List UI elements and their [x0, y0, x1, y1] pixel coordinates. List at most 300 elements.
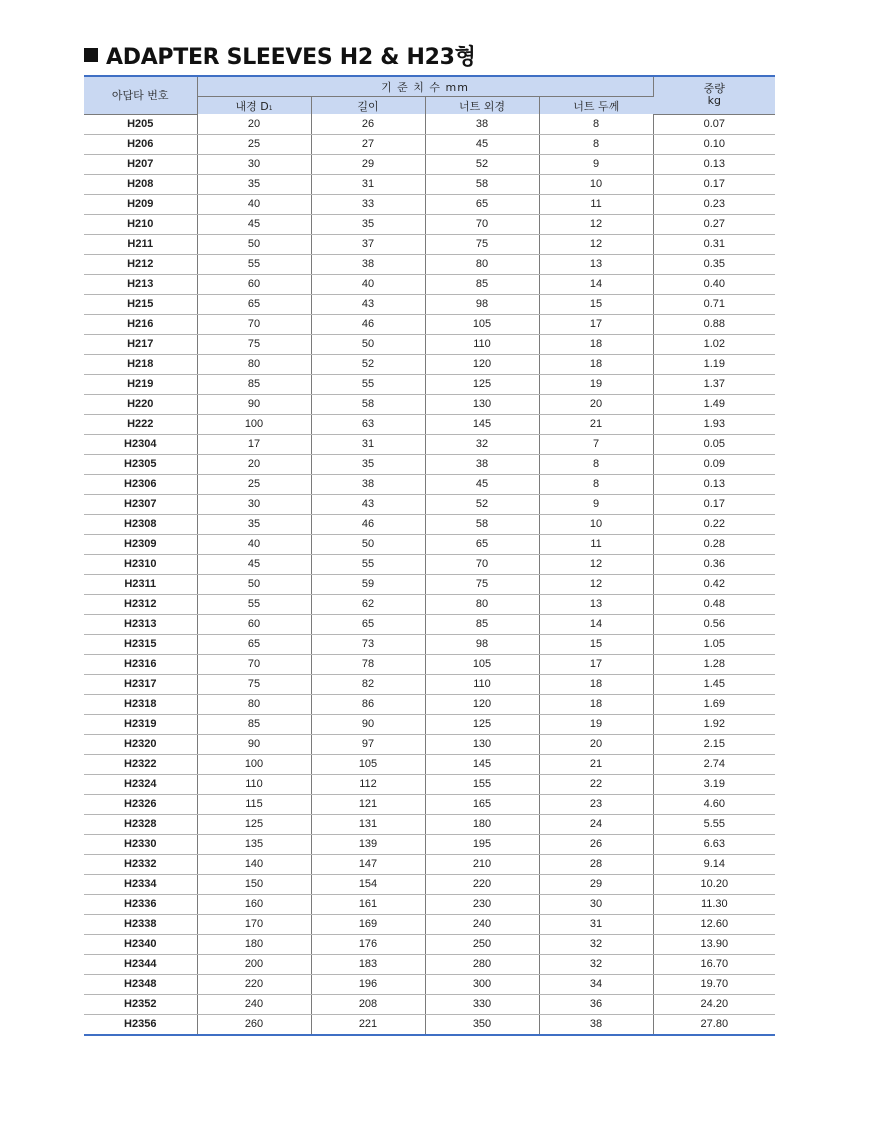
weight-cell: 1.37 [653, 374, 775, 394]
adapter-number-cell: H2306 [84, 474, 197, 494]
inner-diameter-cell: 65 [197, 634, 311, 654]
weight-cell: 16.70 [653, 954, 775, 974]
table-row [84, 494, 775, 514]
nut-outer-diameter-cell: 165 [425, 794, 539, 814]
nut-thickness-cell: 14 [539, 274, 653, 294]
adapter-number-cell: H2326 [84, 794, 197, 814]
adapter-number-cell: H2344 [84, 954, 197, 974]
weight-cell: 0.23 [653, 194, 775, 214]
length-cell: 131 [311, 814, 425, 834]
nut-thickness-cell: 18 [539, 694, 653, 714]
nut-thickness-cell: 8 [539, 474, 653, 494]
nut-outer-diameter-cell: 110 [425, 674, 539, 694]
header-inner-diameter-label: 내경 D [235, 99, 269, 113]
inner-diameter-cell: 170 [197, 914, 311, 934]
nut-outer-diameter-cell: 210 [425, 854, 539, 874]
nut-outer-diameter-cell: 85 [425, 614, 539, 634]
nut-thickness-cell: 21 [539, 414, 653, 434]
nut-thickness-cell: 19 [539, 714, 653, 734]
nut-outer-diameter-cell: 130 [425, 734, 539, 754]
adapter-number-cell: H2320 [84, 734, 197, 754]
weight-cell: 1.93 [653, 414, 775, 434]
inner-diameter-cell: 25 [197, 474, 311, 494]
weight-cell: 1.92 [653, 714, 775, 734]
length-cell: 78 [311, 654, 425, 674]
adapter-number-cell: H210 [84, 214, 197, 234]
nut-thickness-cell: 31 [539, 914, 653, 934]
adapter-number-cell: H2307 [84, 494, 197, 514]
inner-diameter-cell: 85 [197, 714, 311, 734]
nut-outer-diameter-cell: 230 [425, 894, 539, 914]
page-title-text: ADAPTER SLEEVES H2 & H23형 [106, 44, 476, 70]
nut-outer-diameter-cell: 98 [425, 634, 539, 654]
nut-outer-diameter-cell: 125 [425, 714, 539, 734]
length-cell: 62 [311, 594, 425, 614]
inner-diameter-cell: 180 [197, 934, 311, 954]
table-row [84, 774, 775, 794]
adapter-number-cell: H2317 [84, 674, 197, 694]
length-cell: 196 [311, 974, 425, 994]
nut-thickness-cell: 18 [539, 674, 653, 694]
inner-diameter-cell: 160 [197, 894, 311, 914]
adapter-number-cell: H2334 [84, 874, 197, 894]
weight-cell: 1.19 [653, 354, 775, 374]
nut-thickness-cell: 11 [539, 534, 653, 554]
length-cell: 40 [311, 274, 425, 294]
table-row [84, 534, 775, 554]
weight-cell: 0.35 [653, 254, 775, 274]
adapter-number-cell: H2316 [84, 654, 197, 674]
length-cell: 27 [311, 134, 425, 154]
length-cell: 50 [311, 334, 425, 354]
weight-cell: 1.02 [653, 334, 775, 354]
nut-outer-diameter-cell: 120 [425, 354, 539, 374]
table-row [84, 874, 775, 894]
nut-outer-diameter-cell: 240 [425, 914, 539, 934]
length-cell: 139 [311, 834, 425, 854]
inner-diameter-cell: 20 [197, 114, 311, 134]
inner-diameter-cell: 65 [197, 294, 311, 314]
nut-outer-diameter-cell: 330 [425, 994, 539, 1014]
nut-thickness-cell: 15 [539, 634, 653, 654]
length-cell: 35 [311, 454, 425, 474]
inner-diameter-cell: 60 [197, 614, 311, 634]
nut-outer-diameter-cell: 125 [425, 374, 539, 394]
adapter-sleeve-spec-table [84, 75, 775, 1036]
nut-outer-diameter-cell: 80 [425, 594, 539, 614]
table-header [84, 76, 775, 114]
inner-diameter-cell: 100 [197, 414, 311, 434]
inner-diameter-cell: 240 [197, 994, 311, 1014]
table-row [84, 1014, 775, 1035]
adapter-number-cell: H206 [84, 134, 197, 154]
header-adapter-number: 아답타 번호 [84, 76, 197, 114]
nut-thickness-cell: 13 [539, 254, 653, 274]
table-row [84, 854, 775, 874]
inner-diameter-cell: 90 [197, 394, 311, 414]
nut-outer-diameter-cell: 180 [425, 814, 539, 834]
weight-cell: 19.70 [653, 974, 775, 994]
page-title [84, 40, 476, 70]
table-row [84, 514, 775, 534]
nut-thickness-cell: 10 [539, 514, 653, 534]
inner-diameter-cell: 30 [197, 494, 311, 514]
inner-diameter-cell: 20 [197, 454, 311, 474]
table-row [84, 394, 775, 414]
nut-thickness-cell: 18 [539, 334, 653, 354]
table-row [84, 594, 775, 614]
inner-diameter-cell: 70 [197, 314, 311, 334]
table-row [84, 734, 775, 754]
table-row [84, 214, 775, 234]
adapter-number-cell: H2309 [84, 534, 197, 554]
inner-diameter-cell: 17 [197, 434, 311, 454]
weight-cell: 0.22 [653, 514, 775, 534]
adapter-number-cell: H2330 [84, 834, 197, 854]
adapter-number-cell: H2340 [84, 934, 197, 954]
nut-thickness-cell: 9 [539, 494, 653, 514]
table-row [84, 334, 775, 354]
length-cell: 29 [311, 154, 425, 174]
length-cell: 37 [311, 234, 425, 254]
nut-outer-diameter-cell: 350 [425, 1014, 539, 1035]
table-row [84, 274, 775, 294]
adapter-number-cell: H222 [84, 414, 197, 434]
weight-cell: 6.63 [653, 834, 775, 854]
nut-thickness-cell: 10 [539, 174, 653, 194]
table-row [84, 314, 775, 334]
adapter-number-cell: H2328 [84, 814, 197, 834]
inner-diameter-cell: 140 [197, 854, 311, 874]
weight-cell: 3.19 [653, 774, 775, 794]
nut-outer-diameter-cell: 45 [425, 474, 539, 494]
nut-outer-diameter-cell: 98 [425, 294, 539, 314]
table-row [84, 234, 775, 254]
adapter-number-cell: H2305 [84, 454, 197, 474]
nut-thickness-cell: 17 [539, 654, 653, 674]
length-cell: 31 [311, 434, 425, 454]
adapter-number-cell: H2304 [84, 434, 197, 454]
nut-thickness-cell: 9 [539, 154, 653, 174]
header-standard-dimensions: 기 준 치 수 mm [197, 76, 653, 97]
nut-outer-diameter-cell: 105 [425, 654, 539, 674]
nut-thickness-cell: 12 [539, 574, 653, 594]
weight-cell: 0.42 [653, 574, 775, 594]
weight-cell: 5.55 [653, 814, 775, 834]
weight-cell: 1.28 [653, 654, 775, 674]
length-cell: 90 [311, 714, 425, 734]
table-row [84, 694, 775, 714]
table-row [84, 714, 775, 734]
nut-thickness-cell: 24 [539, 814, 653, 834]
nut-thickness-cell: 32 [539, 934, 653, 954]
inner-diameter-cell: 200 [197, 954, 311, 974]
adapter-number-cell: H2324 [84, 774, 197, 794]
table-row [84, 574, 775, 594]
nut-thickness-cell: 17 [539, 314, 653, 334]
nut-outer-diameter-cell: 58 [425, 514, 539, 534]
nut-outer-diameter-cell: 65 [425, 534, 539, 554]
table-row [84, 174, 775, 194]
nut-thickness-cell: 14 [539, 614, 653, 634]
inner-diameter-cell: 35 [197, 514, 311, 534]
table-row [84, 294, 775, 314]
weight-cell: 2.15 [653, 734, 775, 754]
length-cell: 63 [311, 414, 425, 434]
length-cell: 38 [311, 474, 425, 494]
adapter-number-cell: H205 [84, 114, 197, 134]
inner-diameter-cell: 125 [197, 814, 311, 834]
length-cell: 73 [311, 634, 425, 654]
adapter-number-cell: H215 [84, 294, 197, 314]
table-row [84, 654, 775, 674]
header-weight-label: 중량 [703, 82, 725, 96]
inner-diameter-cell: 75 [197, 334, 311, 354]
inner-diameter-cell: 75 [197, 674, 311, 694]
length-cell: 183 [311, 954, 425, 974]
inner-diameter-cell: 60 [197, 274, 311, 294]
weight-cell: 0.31 [653, 234, 775, 254]
inner-diameter-cell: 35 [197, 174, 311, 194]
length-cell: 43 [311, 294, 425, 314]
nut-thickness-cell: 15 [539, 294, 653, 314]
nut-thickness-cell: 12 [539, 234, 653, 254]
inner-diameter-cell: 55 [197, 254, 311, 274]
adapter-number-cell: H208 [84, 174, 197, 194]
length-cell: 86 [311, 694, 425, 714]
inner-diameter-cell: 25 [197, 134, 311, 154]
weight-cell: 0.40 [653, 274, 775, 294]
weight-cell: 0.28 [653, 534, 775, 554]
table-row [84, 154, 775, 174]
nut-thickness-cell: 30 [539, 894, 653, 914]
weight-cell: 0.09 [653, 454, 775, 474]
nut-thickness-cell: 12 [539, 214, 653, 234]
weight-cell: 0.17 [653, 494, 775, 514]
weight-cell: 0.13 [653, 154, 775, 174]
table-row [84, 674, 775, 694]
table-row [84, 194, 775, 214]
nut-outer-diameter-cell: 195 [425, 834, 539, 854]
length-cell: 52 [311, 354, 425, 374]
header-length: 길이 [311, 97, 425, 115]
weight-cell: 11.30 [653, 894, 775, 914]
adapter-number-cell: H2315 [84, 634, 197, 654]
nut-thickness-cell: 21 [539, 754, 653, 774]
length-cell: 38 [311, 254, 425, 274]
inner-diameter-cell: 80 [197, 354, 311, 374]
nut-outer-diameter-cell: 70 [425, 214, 539, 234]
adapter-number-cell: H2308 [84, 514, 197, 534]
weight-cell: 12.60 [653, 914, 775, 934]
nut-outer-diameter-cell: 45 [425, 134, 539, 154]
nut-outer-diameter-cell: 220 [425, 874, 539, 894]
header-weight-unit: kg [707, 94, 721, 108]
inner-diameter-cell: 90 [197, 734, 311, 754]
inner-diameter-cell: 115 [197, 794, 311, 814]
header-inner-diameter [197, 97, 311, 115]
nut-outer-diameter-cell: 155 [425, 774, 539, 794]
nut-thickness-cell: 8 [539, 454, 653, 474]
length-cell: 105 [311, 754, 425, 774]
adapter-number-cell: H2338 [84, 914, 197, 934]
table-row [84, 134, 775, 154]
header-nut-thickness: 너트 두께 [539, 97, 653, 115]
weight-cell: 10.20 [653, 874, 775, 894]
length-cell: 221 [311, 1014, 425, 1035]
length-cell: 58 [311, 394, 425, 414]
length-cell: 97 [311, 734, 425, 754]
adapter-number-cell: H213 [84, 274, 197, 294]
length-cell: 35 [311, 214, 425, 234]
inner-diameter-cell: 30 [197, 154, 311, 174]
inner-diameter-cell: 135 [197, 834, 311, 854]
inner-diameter-cell: 50 [197, 234, 311, 254]
nut-outer-diameter-cell: 65 [425, 194, 539, 214]
weight-cell: 0.27 [653, 214, 775, 234]
adapter-number-cell: H2336 [84, 894, 197, 914]
adapter-number-cell: H2310 [84, 554, 197, 574]
nut-outer-diameter-cell: 300 [425, 974, 539, 994]
length-cell: 121 [311, 794, 425, 814]
length-cell: 176 [311, 934, 425, 954]
adapter-number-cell: H220 [84, 394, 197, 414]
nut-outer-diameter-cell: 250 [425, 934, 539, 954]
adapter-number-cell: H2318 [84, 694, 197, 714]
length-cell: 59 [311, 574, 425, 594]
weight-cell: 1.05 [653, 634, 775, 654]
weight-cell: 0.05 [653, 434, 775, 454]
adapter-number-cell: H217 [84, 334, 197, 354]
table-row [84, 994, 775, 1014]
nut-thickness-cell: 8 [539, 114, 653, 134]
table-row [84, 414, 775, 434]
inner-diameter-cell: 110 [197, 774, 311, 794]
adapter-number-cell: H211 [84, 234, 197, 254]
table-row [84, 374, 775, 394]
nut-outer-diameter-cell: 130 [425, 394, 539, 414]
weight-cell: 0.48 [653, 594, 775, 614]
inner-diameter-cell: 85 [197, 374, 311, 394]
inner-diameter-cell: 70 [197, 654, 311, 674]
length-cell: 154 [311, 874, 425, 894]
adapter-number-cell: H216 [84, 314, 197, 334]
adapter-number-cell: H2352 [84, 994, 197, 1014]
length-cell: 46 [311, 514, 425, 534]
adapter-number-cell: H2332 [84, 854, 197, 874]
length-cell: 33 [311, 194, 425, 214]
inner-diameter-cell: 80 [197, 694, 311, 714]
table-row [84, 894, 775, 914]
nut-outer-diameter-cell: 32 [425, 434, 539, 454]
nut-outer-diameter-cell: 75 [425, 234, 539, 254]
weight-cell: 0.07 [653, 114, 775, 134]
nut-thickness-cell: 13 [539, 594, 653, 614]
length-cell: 208 [311, 994, 425, 1014]
length-cell: 161 [311, 894, 425, 914]
table-row [84, 474, 775, 494]
nut-outer-diameter-cell: 80 [425, 254, 539, 274]
adapter-number-cell: H219 [84, 374, 197, 394]
weight-cell: 27.80 [653, 1014, 775, 1035]
length-cell: 46 [311, 314, 425, 334]
nut-outer-diameter-cell: 145 [425, 414, 539, 434]
header-weight [653, 76, 775, 114]
weight-cell: 0.10 [653, 134, 775, 154]
adapter-number-cell: H2313 [84, 614, 197, 634]
adapter-number-cell: H2311 [84, 574, 197, 594]
table-row [84, 934, 775, 954]
table-row [84, 794, 775, 814]
nut-outer-diameter-cell: 52 [425, 494, 539, 514]
table-body [84, 114, 775, 1035]
inner-diameter-cell: 150 [197, 874, 311, 894]
weight-cell: 1.45 [653, 674, 775, 694]
length-cell: 65 [311, 614, 425, 634]
inner-diameter-cell: 55 [197, 594, 311, 614]
weight-cell: 0.36 [653, 554, 775, 574]
nut-outer-diameter-cell: 75 [425, 574, 539, 594]
table-row [84, 814, 775, 834]
weight-cell: 1.69 [653, 694, 775, 714]
nut-outer-diameter-cell: 110 [425, 334, 539, 354]
weight-cell: 0.71 [653, 294, 775, 314]
nut-outer-diameter-cell: 105 [425, 314, 539, 334]
inner-diameter-cell: 40 [197, 534, 311, 554]
table-row [84, 434, 775, 454]
weight-cell: 0.88 [653, 314, 775, 334]
nut-thickness-cell: 19 [539, 374, 653, 394]
length-cell: 50 [311, 534, 425, 554]
table-row [84, 354, 775, 374]
nut-thickness-cell: 8 [539, 134, 653, 154]
length-cell: 55 [311, 374, 425, 394]
adapter-number-cell: H212 [84, 254, 197, 274]
nut-outer-diameter-cell: 52 [425, 154, 539, 174]
adapter-number-cell: H207 [84, 154, 197, 174]
table-row [84, 614, 775, 634]
nut-outer-diameter-cell: 120 [425, 694, 539, 714]
weight-cell: 9.14 [653, 854, 775, 874]
length-cell: 112 [311, 774, 425, 794]
table-row [84, 634, 775, 654]
table-row [84, 554, 775, 574]
table-row [84, 254, 775, 274]
length-cell: 31 [311, 174, 425, 194]
weight-cell: 13.90 [653, 934, 775, 954]
weight-cell: 1.49 [653, 394, 775, 414]
nut-thickness-cell: 11 [539, 194, 653, 214]
length-cell: 147 [311, 854, 425, 874]
nut-outer-diameter-cell: 145 [425, 754, 539, 774]
nut-thickness-cell: 20 [539, 394, 653, 414]
nut-thickness-cell: 29 [539, 874, 653, 894]
table-row [84, 974, 775, 994]
nut-outer-diameter-cell: 58 [425, 174, 539, 194]
weight-cell: 4.60 [653, 794, 775, 814]
nut-outer-diameter-cell: 70 [425, 554, 539, 574]
nut-thickness-cell: 38 [539, 1014, 653, 1035]
table-row [84, 114, 775, 134]
nut-thickness-cell: 18 [539, 354, 653, 374]
table-row [84, 454, 775, 474]
nut-outer-diameter-cell: 38 [425, 454, 539, 474]
nut-thickness-cell: 7 [539, 434, 653, 454]
inner-diameter-cell: 45 [197, 214, 311, 234]
nut-outer-diameter-cell: 38 [425, 114, 539, 134]
adapter-number-cell: H209 [84, 194, 197, 214]
adapter-number-cell: H2356 [84, 1014, 197, 1035]
